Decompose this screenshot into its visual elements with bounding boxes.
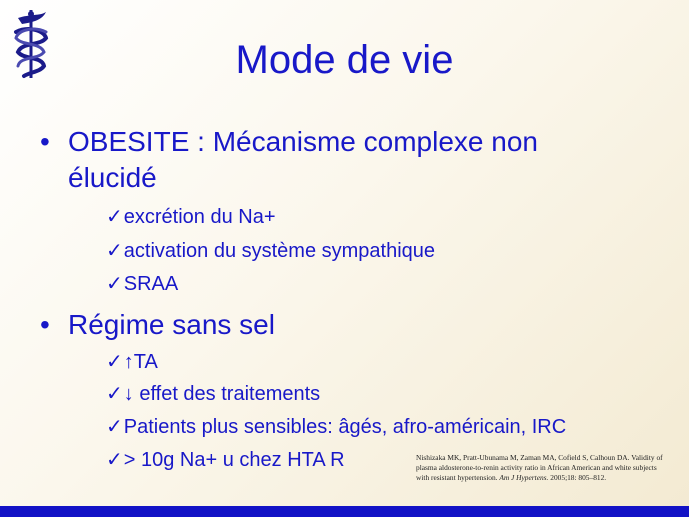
sub-item-text: Patients plus sensibles: âgés, afro-américain, IRC [123, 416, 567, 438]
check-icon: ✓ [106, 449, 123, 471]
sub-item-text: SRAA [123, 273, 179, 295]
sub-item-text: excrétion du Na+ [123, 206, 276, 228]
citation-authors: Nishizaka MK, Pratt-Ubunama M, Zaman MA, Cofield S, Calhoun DA. [416, 453, 630, 462]
sub-item [106, 239, 435, 263]
bullet-obesite [40, 124, 538, 196]
slide-title: Mode de vie [235, 38, 454, 82]
check-icon: ✓ [106, 240, 123, 262]
citation-journal: Am J Hypertens. [499, 473, 549, 482]
sub-item-text: activation du système sympathique [123, 240, 436, 262]
bullet-line-1: OBESITE : Mécanisme complexe non [68, 126, 538, 157]
sub-item-text: ↑TA [123, 351, 158, 373]
sub-item-text: > 10g Na+ u chez HTA R [123, 449, 345, 471]
sub-item [106, 382, 320, 406]
check-icon: ✓ [106, 383, 123, 405]
sub-item [106, 448, 345, 472]
bullet-marker: • [40, 126, 50, 157]
check-icon: ✓ [106, 351, 123, 373]
check-icon: ✓ [106, 273, 123, 295]
citation [416, 453, 666, 483]
bullet-line-2: élucidé [68, 162, 157, 193]
bullet-regime [40, 307, 275, 343]
bottom-bar [0, 506, 689, 517]
sub-item-text: ↓ effet des traitements [123, 383, 321, 405]
check-icon: ✓ [106, 206, 123, 228]
sub-item [106, 272, 178, 296]
bullet-text [68, 124, 538, 196]
bullet-line-1: Régime sans sel [68, 309, 275, 340]
citation-details: 2005;18: 805–812. [550, 473, 607, 482]
bullet-marker: • [40, 309, 50, 340]
citation-title: Validity of plasma aldosterone-to-renin activity ratio in African American and white subjects with resistant hypertension. [416, 453, 663, 482]
sub-item [106, 415, 566, 439]
check-icon: ✓ [106, 416, 123, 438]
sub-item [106, 350, 158, 374]
sub-item [106, 205, 276, 229]
